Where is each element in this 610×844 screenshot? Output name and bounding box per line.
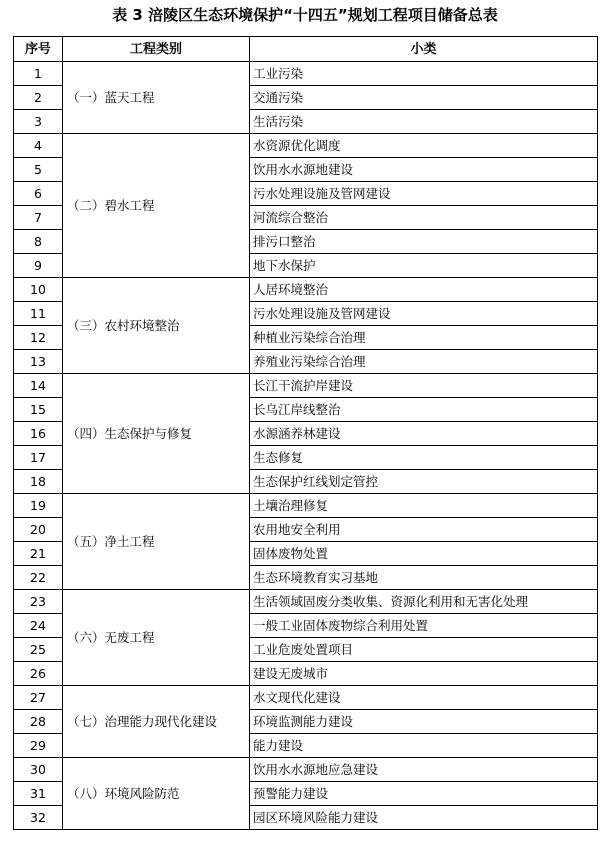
subcategory-cell: 养殖业污染综合治理 bbox=[250, 350, 598, 374]
row-number: 17 bbox=[14, 446, 63, 470]
subcategory-cell: 饮用水水源地应急建设 bbox=[250, 758, 598, 782]
subcategory-cell: 种植业污染综合治理 bbox=[250, 326, 598, 350]
row-number: 10 bbox=[14, 278, 63, 302]
row-number: 27 bbox=[14, 686, 63, 710]
category-cell: （七）治理能力现代化建设 bbox=[63, 686, 250, 758]
subcategory-cell: 污水处理设施及管网建设 bbox=[250, 302, 598, 326]
row-number: 8 bbox=[14, 230, 63, 254]
row-number: 7 bbox=[14, 206, 63, 230]
row-number: 1 bbox=[14, 62, 63, 86]
subcategory-cell: 生态保护红线划定管控 bbox=[250, 470, 598, 494]
subcategory-cell: 预警能力建设 bbox=[250, 782, 598, 806]
subcategory-cell: 园区环境风险能力建设 bbox=[250, 806, 598, 830]
table-row bbox=[14, 494, 598, 518]
subcategory-cell: 河流综合整治 bbox=[250, 206, 598, 230]
table-title: 表 3 涪陵区生态环境保护“十四五”规划工程项目储备总表 bbox=[112, 6, 498, 24]
category-cell: （三）农村环境整治 bbox=[63, 278, 250, 374]
row-number: 22 bbox=[14, 566, 63, 590]
row-number: 20 bbox=[14, 518, 63, 542]
subcategory-cell: 工业危废处置项目 bbox=[250, 638, 598, 662]
table-row bbox=[14, 590, 598, 614]
table-row bbox=[14, 134, 598, 158]
row-number: 11 bbox=[14, 302, 63, 326]
row-number: 29 bbox=[14, 734, 63, 758]
subcategory-cell: 地下水保护 bbox=[250, 254, 598, 278]
row-number: 3 bbox=[14, 110, 63, 134]
table-row bbox=[14, 758, 598, 782]
subcategory-cell: 建设无废城市 bbox=[250, 662, 598, 686]
row-number: 26 bbox=[14, 662, 63, 686]
header-category: 工程类别 bbox=[63, 37, 250, 62]
subcategory-cell: 一般工业固体废物综合利用处置 bbox=[250, 614, 598, 638]
subcategory-cell: 水源涵养林建设 bbox=[250, 422, 598, 446]
table-row bbox=[14, 686, 598, 710]
subcategory-cell: 固体废物处置 bbox=[250, 542, 598, 566]
subcategory-cell: 生活领域固废分类收集、资源化利用和无害化处理 bbox=[250, 590, 598, 614]
table-row bbox=[14, 62, 598, 86]
row-number: 23 bbox=[14, 590, 63, 614]
subcategory-cell: 交通污染 bbox=[250, 86, 598, 110]
row-number: 28 bbox=[14, 710, 63, 734]
row-number: 5 bbox=[14, 158, 63, 182]
category-cell: （六）无废工程 bbox=[63, 590, 250, 686]
subcategory-cell: 饮用水水源地建设 bbox=[250, 158, 598, 182]
subcategory-cell: 污水处理设施及管网建设 bbox=[250, 182, 598, 206]
category-cell: （八）环境风险防范 bbox=[63, 758, 250, 830]
subcategory-cell: 环境监测能力建设 bbox=[250, 710, 598, 734]
subcategory-cell: 生活污染 bbox=[250, 110, 598, 134]
row-number: 14 bbox=[14, 374, 63, 398]
header-row bbox=[14, 37, 598, 62]
table-row bbox=[14, 278, 598, 302]
row-number: 19 bbox=[14, 494, 63, 518]
subcategory-cell: 长乌江岸线整治 bbox=[250, 398, 598, 422]
subcategory-cell: 工业污染 bbox=[250, 62, 598, 86]
category-cell: （一）蓝天工程 bbox=[63, 62, 250, 134]
row-number: 4 bbox=[14, 134, 63, 158]
row-number: 16 bbox=[14, 422, 63, 446]
subcategory-cell: 排污口整治 bbox=[250, 230, 598, 254]
row-number: 31 bbox=[14, 782, 63, 806]
subcategory-cell: 生态环境教育实习基地 bbox=[250, 566, 598, 590]
row-number: 24 bbox=[14, 614, 63, 638]
header-no: 序号 bbox=[14, 37, 63, 62]
subcategory-cell: 农用地安全利用 bbox=[250, 518, 598, 542]
row-number: 13 bbox=[14, 350, 63, 374]
row-number: 30 bbox=[14, 758, 63, 782]
header-subcategory: 小类 bbox=[250, 37, 598, 62]
subcategory-cell: 长江干流护岸建设 bbox=[250, 374, 598, 398]
row-number: 15 bbox=[14, 398, 63, 422]
category-cell: （二）碧水工程 bbox=[63, 134, 250, 278]
subcategory-cell: 能力建设 bbox=[250, 734, 598, 758]
row-number: 2 bbox=[14, 86, 63, 110]
row-number: 9 bbox=[14, 254, 63, 278]
row-number: 12 bbox=[14, 326, 63, 350]
row-number: 25 bbox=[14, 638, 63, 662]
subcategory-cell: 生态修复 bbox=[250, 446, 598, 470]
category-cell: （四）生态保护与修复 bbox=[63, 374, 250, 494]
row-number: 21 bbox=[14, 542, 63, 566]
row-number: 32 bbox=[14, 806, 63, 830]
subcategory-cell: 人居环境整治 bbox=[250, 278, 598, 302]
row-number: 18 bbox=[14, 470, 63, 494]
project-table bbox=[13, 36, 598, 830]
table-body bbox=[14, 62, 598, 830]
subcategory-cell: 土壤治理修复 bbox=[250, 494, 598, 518]
subcategory-cell: 水资源优化调度 bbox=[250, 134, 598, 158]
category-cell: （五）净土工程 bbox=[63, 494, 250, 590]
table-row bbox=[14, 374, 598, 398]
subcategory-cell: 水文现代化建设 bbox=[250, 686, 598, 710]
row-number: 6 bbox=[14, 182, 63, 206]
